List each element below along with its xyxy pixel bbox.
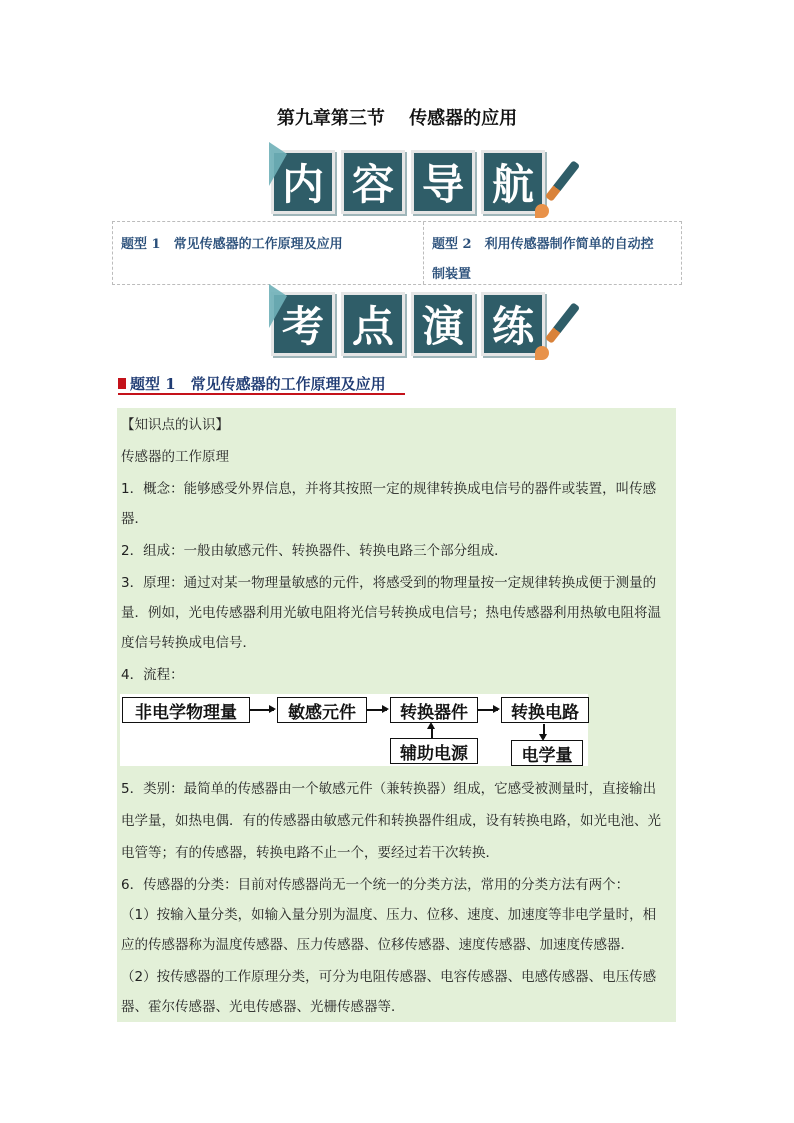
flow-box-sensing: 敏感元件	[277, 697, 367, 723]
heading-underline	[118, 393, 405, 395]
nav-link-topic-2-line1: 题型 2 利用传感器制作简单的自动控	[432, 237, 654, 252]
kb-line: 3．原理：通过对某一物理量敏感的元件，将感受到的物理量按一定规律转换成便于测量的	[121, 575, 657, 591]
flow-box-input: 非电学物理量	[122, 697, 250, 723]
nav-link-topic-1[interactable]: 题型 1 常见传感器的工作原理及应用	[113, 222, 424, 284]
nav-link-topic-2-line2: 制装置	[432, 267, 472, 282]
kb-line: 器．	[121, 511, 148, 527]
kb-line: 电学量，如热电偶．有的传感器由敏感元件和转换器件组成，设有转换电路，如光电池、光	[121, 813, 661, 829]
flow-box-electrical: 电学量	[511, 740, 583, 766]
banner-tile: 导	[411, 150, 475, 214]
flow-box-converter: 转换器件	[390, 697, 478, 723]
nav-table	[112, 221, 682, 285]
arrow-icon	[478, 709, 498, 711]
banner-tile: 考	[271, 292, 335, 356]
brush-icon	[535, 346, 549, 360]
kb-heading: 【知识点的认识】	[121, 417, 229, 433]
banner-decoration	[269, 284, 287, 328]
flow-box-aux-power: 辅助电源	[390, 738, 478, 764]
flow-box-circuit: 转换电路	[501, 697, 589, 723]
banner-tile: 容	[341, 150, 405, 214]
kb-line: 电管等；有的传感器，转换电路不止一个，要经过若干次转换．	[121, 845, 499, 861]
heading-marker	[118, 378, 126, 389]
practice-banner	[271, 292, 545, 356]
kb-line: 6．传感器的分类：目前对传感器尚无一个统一的分类方法，常用的分类方法有两个：	[121, 877, 630, 893]
page-title: 第九章第三节 传感器的应用	[276, 108, 518, 129]
kb-line: 5．类别：最简单的传感器由一个敏感元件（兼转换器）组成，它感受被测量时，直接输出	[121, 781, 657, 797]
arrow-icon	[543, 724, 545, 738]
kb-line: 度信号转换成电信号．	[121, 635, 256, 651]
kb-line: 量．例如，光电传感器利用光敏电阻将光信号转换成电信号；热电传感器利用热敏电阻将温	[121, 605, 661, 621]
arrow-icon	[250, 709, 274, 711]
nav-link-topic-2[interactable]	[424, 222, 681, 284]
flow-diagram	[120, 694, 588, 766]
kb-line: （1）按输入量分类，如输入量分别为温度、压力、位移、速度、加速度等非电学量时，相	[121, 907, 657, 923]
section-heading	[118, 373, 386, 394]
pen-icon	[545, 160, 580, 202]
kb-line: 4．流程：	[121, 667, 184, 683]
banner-tile: 点	[341, 292, 405, 356]
kb-line: 器、霍尔传感器、光电传感器、光栅传感器等．	[121, 999, 405, 1015]
kb-line: 1．概念：能够感受外界信息，并将其按照一定的规律转换成电信号的器件或装置，叫传感	[121, 481, 657, 497]
nav-banner	[271, 150, 545, 214]
banner-decoration	[269, 142, 287, 186]
pen-icon	[545, 302, 580, 344]
arrow-icon	[431, 725, 433, 738]
arrow-icon	[367, 709, 387, 711]
kb-line: 应的传感器称为温度传感器、压力传感器、位移传感器、速度传感器、加速度传感器．	[121, 937, 634, 953]
kb-line: （2）按传感器的工作原理分类，可分为电阻传感器、电容传感器、电感传感器、电压传感	[121, 969, 657, 985]
kb-line: 2．组成：一般由敏感元件、转换器件、转换电路三个部分组成．	[121, 543, 508, 559]
banner-tile: 演	[411, 292, 475, 356]
banner-tile: 练	[481, 292, 545, 356]
section-heading-text: 题型 1 常见传感器的工作原理及应用	[130, 375, 386, 393]
banner-tile: 航	[481, 150, 545, 214]
kb-subheading: 传感器的工作原理	[121, 449, 229, 465]
banner-tile: 内	[271, 150, 335, 214]
brush-icon	[535, 204, 549, 218]
knowledge-box	[117, 408, 676, 1022]
